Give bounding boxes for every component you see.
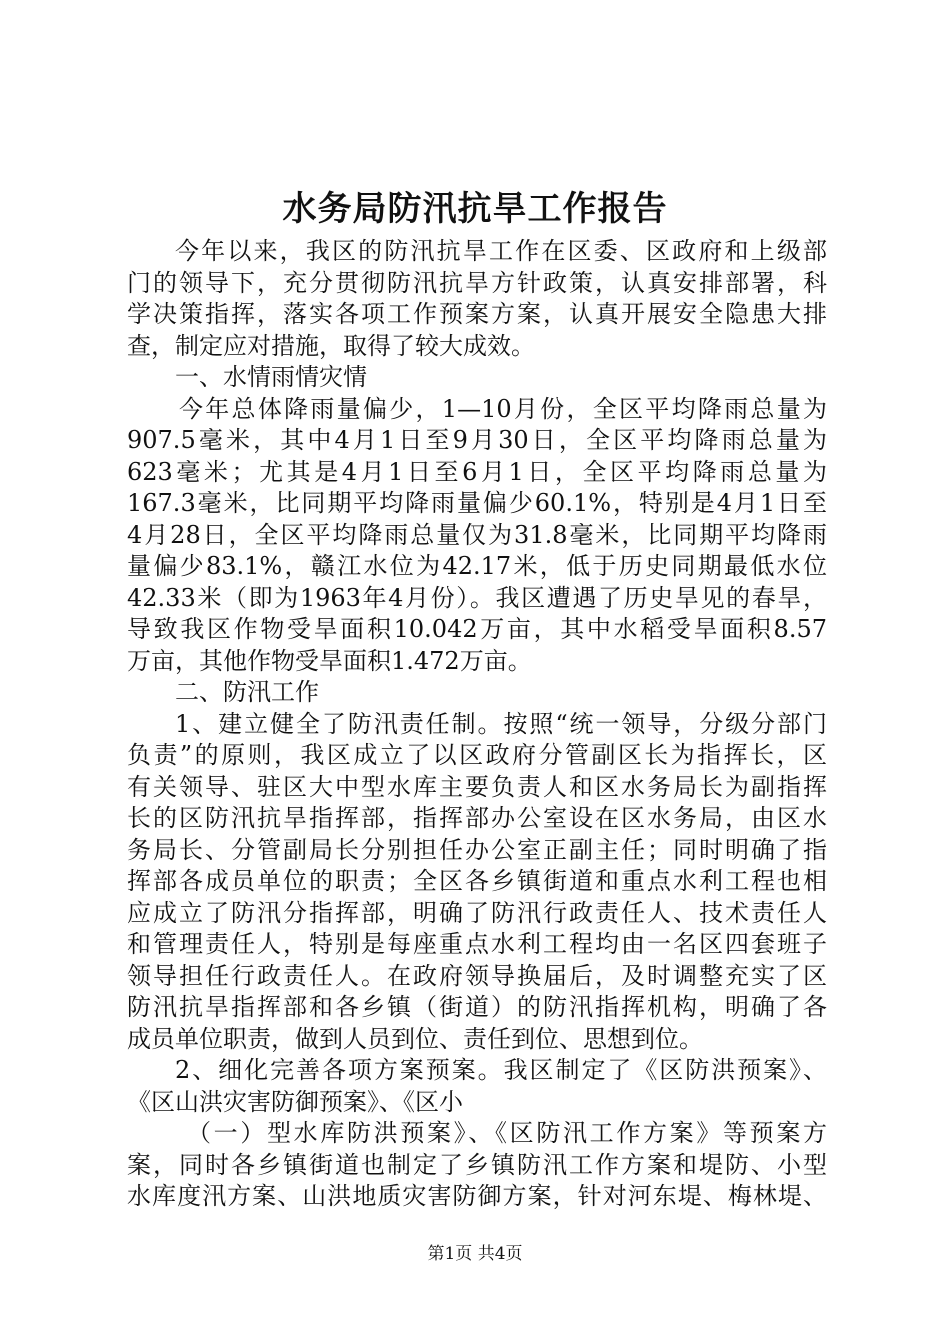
text-line: 万亩，其他作物受旱面积1.472万亩。 bbox=[127, 646, 532, 675]
text-line: 负责”的原则，我区成立了以区政府分管副区长为指挥长，区 bbox=[127, 741, 827, 769]
page-title: 水务局防汛抗旱工作报告 bbox=[282, 189, 668, 229]
text-line: 水库度汛方案、山洪地质灾害防御方案，针对河东堤、梅林堤、 bbox=[127, 1182, 827, 1210]
text-line: 今年以来，我区的防汛抗旱工作在区委、区政府和上级部 bbox=[175, 237, 827, 265]
text-line: 和管理责任人，特别是每座重点水利工程均由一名区四套班子 bbox=[127, 930, 827, 958]
text-line: 有关领导、驻区大中型水库主要负责人和区水务局长为副指挥 bbox=[127, 772, 827, 801]
text-line: 今年总体降雨量偏少，1—10月份，全区平均降雨总量为 bbox=[179, 394, 827, 423]
section-heading: 二、防汛工作 bbox=[175, 678, 319, 706]
text-line: 务局长、分管副局长分别担任办公室正副主任；同时明确了指 bbox=[127, 835, 827, 864]
text-line: 门的领导下，充分贯彻防汛抗旱方针政策，认真安排部署，科 bbox=[127, 268, 827, 297]
text-line: 挥部各成员单位的职责；全区各乡镇街道和重点水利工程也相 bbox=[127, 867, 827, 895]
text-line: （一）型水库防洪预案》、《区防汛工作方案》等预案方 bbox=[187, 1119, 827, 1147]
text-line: 623毫米；尤其是4月1日至6月1日，全区平均降雨总量为 bbox=[127, 457, 827, 486]
text-line: 2、细化完善各项方案预案。我区制定了《区防洪预案》、 bbox=[175, 1056, 827, 1084]
text-line: 42.33米（即为1963年4月份）。我区遭遇了历史旱见的春旱， bbox=[127, 583, 827, 612]
text-line: 学决策指挥，落实各项工作预案方案，认真开展安全隐患大排 bbox=[127, 300, 827, 328]
text-line: 《区山洪灾害防御预案》、《区小 bbox=[127, 1087, 463, 1116]
text-line: 导致我区作物受旱面积10.042万亩，其中水稻受旱面积8.57 bbox=[127, 615, 827, 643]
text-line: 防汛抗旱指挥部和各乡镇（街道）的防汛指挥机构，明确了各 bbox=[127, 993, 827, 1021]
text-line: 长的区防汛抗旱指挥部，指挥部办公室设在区水务局，由区水 bbox=[127, 804, 827, 832]
section-heading: 一、水情雨情灾情 bbox=[175, 363, 367, 391]
text-line: 167.3毫米，比同期平均降雨量偏少60.1%，特别是4月1日至 bbox=[127, 489, 827, 517]
text-line: 907.5毫米，其中4月1日至9月30日，全区平均降雨总量为 bbox=[127, 426, 827, 454]
text-line: 4月28日，全区平均降雨总量仅为31.8毫米，比同期平均降雨 bbox=[127, 520, 827, 549]
text-line: 应成立了防汛分指挥部，明确了防汛行政责任人、技术责任人 bbox=[127, 898, 827, 927]
text-line: 案，同时各乡镇街道也制定了乡镇防汛工作方案和堤防、小型 bbox=[127, 1150, 827, 1179]
text-line: 成员单位职责，做到人员到位、责任到位、思想到位。 bbox=[127, 1024, 703, 1053]
text-line: 领导担任行政责任人。在政府领导换届后，及时调整充实了区 bbox=[127, 961, 827, 990]
text-line: 查，制定应对措施，取得了较大成效。 bbox=[127, 331, 535, 360]
text-line: 1、建立健全了防汛责任制。按照“统一领导，分级分部门 bbox=[175, 709, 827, 738]
report-body bbox=[127, 236, 827, 1213]
text-line: 量偏少83.1%，赣江水位为42.17米，低于历史同期最低水位 bbox=[127, 552, 827, 580]
page-number: 第1页 共4页 bbox=[427, 1244, 523, 1264]
